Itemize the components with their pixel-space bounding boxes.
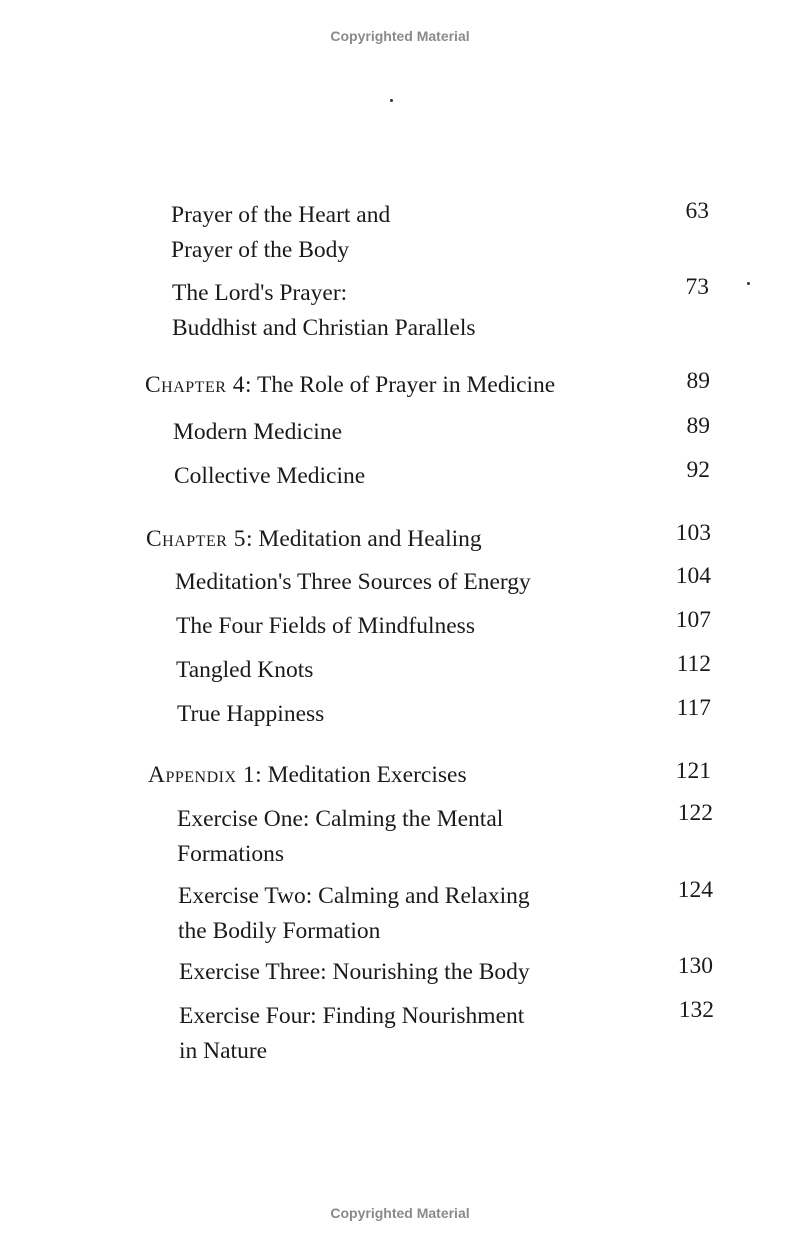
entry-title: Exercise One: Calming the Mental (177, 806, 504, 832)
toc-chapter[interactable] (148, 758, 711, 793)
entry-title: Collective Medicine (174, 463, 366, 489)
page-number: 112 (676, 651, 711, 677)
speck (390, 99, 393, 102)
chapter-label: Chapter 4 (145, 372, 246, 398)
entry-title: Meditation's Three Sources of Energy (175, 569, 531, 595)
toc-entry[interactable] (172, 276, 709, 346)
toc-entry[interactable] (179, 955, 713, 990)
toc-entry[interactable] (171, 198, 709, 268)
appendix-title: : Meditation Exercises (255, 762, 467, 788)
entry-title: Exercise Two: Calming and Relaxing (178, 883, 530, 909)
toc-entry[interactable] (174, 459, 710, 494)
chapter-label: Chapter 5 (146, 526, 247, 552)
entry-title: Tangled Knots (176, 657, 314, 683)
chapter-title: : The Role of Prayer in Medicine (245, 372, 556, 398)
copyright-watermark-top: Copyrighted Material (330, 28, 470, 44)
entry-title: True Happiness (177, 701, 325, 727)
speck (747, 282, 750, 285)
page-number: 92 (686, 457, 710, 483)
entry-title: Exercise Four: Finding Nourishment (179, 1003, 525, 1029)
entry-title: Prayer of the Body (171, 237, 350, 263)
chapter-title: : Meditation and Healing (246, 526, 482, 552)
page-number: 130 (677, 953, 713, 979)
entry-title: Formations (177, 841, 285, 867)
appendix-label: Appendix 1 (148, 762, 256, 788)
toc-entry[interactable] (179, 999, 714, 1069)
page-number: 124 (677, 877, 713, 903)
page-number: 117 (676, 695, 711, 721)
entry-title: Modern Medicine (173, 419, 343, 445)
page-number: 121 (675, 758, 711, 784)
toc-entry[interactable] (176, 653, 711, 688)
copyright-watermark-bottom: Copyrighted Material (330, 1205, 470, 1221)
entry-title: Prayer of the Heart and (171, 202, 391, 228)
entry-title: in Nature (179, 1038, 268, 1064)
page-number: 122 (677, 800, 713, 826)
page-number: 132 (678, 997, 714, 1023)
toc-chapter[interactable] (145, 368, 710, 403)
entry-title: Buddhist and Christian Parallels (172, 315, 476, 341)
page-number: 89 (686, 413, 710, 439)
toc-entry[interactable] (176, 609, 711, 644)
page-number: 63 (685, 198, 709, 224)
page-number: 73 (685, 274, 709, 300)
entry-title: The Lord's Prayer: (172, 280, 348, 306)
page-number: 103 (675, 520, 711, 546)
toc-entry[interactable] (175, 565, 711, 600)
entry-title: Exercise Three: Nourishing the Body (179, 959, 530, 985)
toc-chapter[interactable] (146, 522, 711, 557)
entry-title: The Four Fields of Mindfulness (176, 613, 475, 639)
entry-title: the Bodily Formation (178, 918, 381, 944)
toc-entry[interactable] (177, 802, 713, 872)
toc-entry[interactable] (177, 697, 711, 732)
page-number: 89 (686, 368, 710, 394)
toc-entry[interactable] (178, 879, 713, 949)
page-number: 107 (675, 607, 711, 633)
toc-entry[interactable] (173, 415, 710, 450)
page-number: 104 (675, 563, 711, 589)
